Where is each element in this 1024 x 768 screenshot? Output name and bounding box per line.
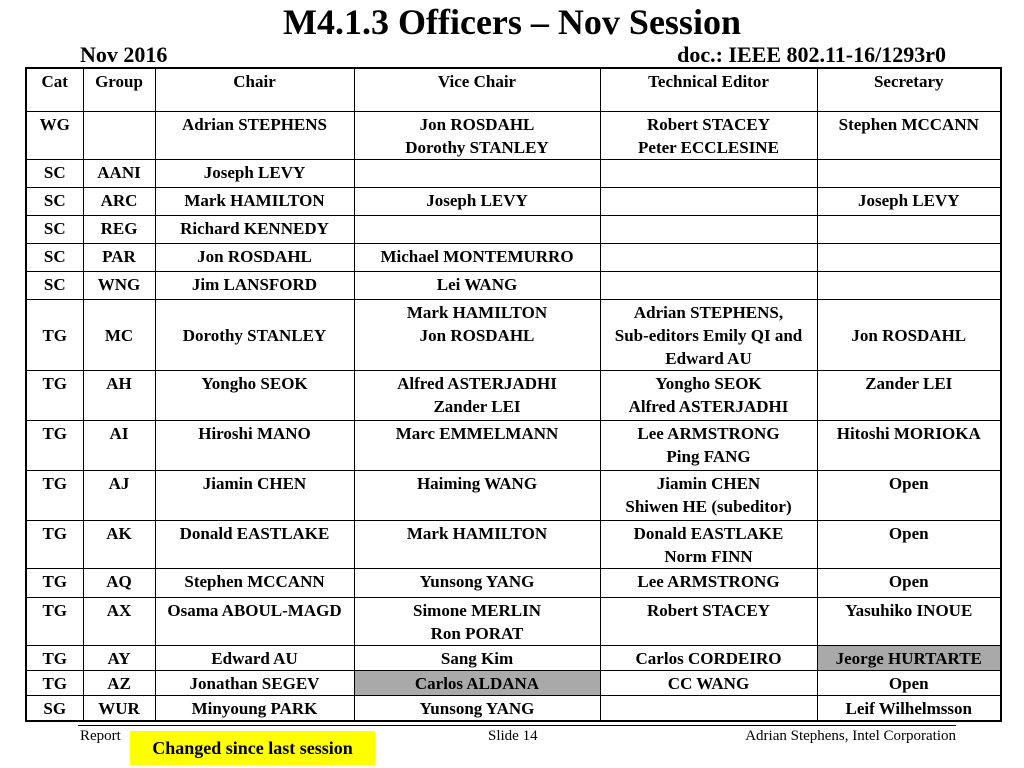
table-row [26, 111, 1001, 159]
cell-secretary [817, 568, 1001, 597]
cell-technical-editor [600, 420, 817, 470]
cell-chair [155, 299, 354, 370]
cell-line: Carlos ALDANA [414, 673, 540, 693]
cell-cat: TG [26, 520, 83, 568]
cell-cat: TG [26, 670, 83, 695]
table-row [26, 271, 1001, 299]
cell-vice-chair [354, 215, 600, 243]
table-row [26, 159, 1001, 187]
cell-line: Yunsong YANG [419, 698, 535, 718]
cell-chair [155, 159, 354, 187]
cell-vice-chair [354, 299, 600, 370]
cell-technical-editor [600, 520, 817, 568]
cell-cat: TG [26, 597, 83, 645]
cell-line: Jim LANSFORD [191, 274, 318, 294]
column-header-cat: Cat [26, 68, 83, 111]
table-row [26, 597, 1001, 645]
cell-technical-editor [600, 370, 817, 420]
cell-group: AI [83, 420, 155, 470]
cell-secretary [817, 243, 1001, 271]
cell-chair [155, 271, 354, 299]
cell-group: AK [83, 520, 155, 568]
cell-group: ARC [83, 187, 155, 215]
column-header-group: Group [83, 68, 155, 111]
cell-group: WNG [83, 271, 155, 299]
cell-secretary [817, 420, 1001, 470]
cell-chair [155, 187, 354, 215]
cell-technical-editor [600, 645, 817, 670]
cell-vice-chair [354, 159, 600, 187]
cell-line: Stephen MCCANN [838, 114, 979, 134]
cell-cat: WG [26, 111, 83, 159]
footer-slide-number: Slide 14 [488, 728, 538, 744]
cell-line: Robert STACEY [647, 114, 770, 134]
cell-line: Richard KENNEDY [180, 218, 329, 238]
cell-chair [155, 568, 354, 597]
cell-line: Stephen MCCANN [184, 571, 325, 591]
cell-vice-chair [354, 187, 600, 215]
cell-group: MC [83, 299, 155, 370]
cell-technical-editor [600, 695, 817, 721]
cell-technical-editor [600, 568, 817, 597]
cell-line: Dorothy STANLEY [405, 137, 549, 157]
cell-line: Donald EASTLAKE [179, 523, 330, 543]
cell-line: Robert STACEY [647, 600, 770, 620]
cell-line: Donald EASTLAKE [633, 523, 784, 543]
cell-line: Sub-editors Emily QI and [614, 325, 803, 345]
table-row [26, 645, 1001, 670]
cell-vice-chair [354, 695, 600, 721]
cell-technical-editor [600, 271, 817, 299]
footer-report-label: Report [80, 728, 121, 744]
cell-line: Haiming WANG [416, 473, 538, 493]
cell-cat: TG [26, 420, 83, 470]
cell-technical-editor [600, 215, 817, 243]
cell-line: Yunsong YANG [419, 571, 535, 591]
cell-line: Jeorge HURTARTE [835, 648, 982, 668]
cell-line: Zander LEI [433, 396, 521, 416]
cell-cat: SC [26, 215, 83, 243]
table-row [26, 420, 1001, 470]
cell-line: Hiroshi MANO [198, 423, 311, 443]
footer-author: Adrian Stephens, Intel Corporation [745, 728, 956, 744]
cell-cat: TG [26, 370, 83, 420]
cell-secretary [817, 470, 1001, 520]
cell-group: REG [83, 215, 155, 243]
cell-vice-chair [354, 670, 600, 695]
cell-group: AANI [83, 159, 155, 187]
cell-line: Jonathan SEGEV [189, 673, 320, 693]
cell-vice-chair [354, 470, 600, 520]
cell-group: AH [83, 370, 155, 420]
cell-cat: SC [26, 243, 83, 271]
cell-group: AJ [83, 470, 155, 520]
column-header-chair: Chair [155, 68, 354, 111]
cell-line: Jiamin CHEN [202, 473, 307, 493]
cell-line: Edward AU [665, 348, 752, 368]
table-row [26, 299, 1001, 370]
cell-secretary [817, 271, 1001, 299]
header-doc-number: doc.: IEEE 802.11-16/1293r0 [677, 42, 946, 67]
cell-line: Mark HAMILTON [184, 190, 325, 210]
cell-line: Mark HAMILTON [406, 302, 548, 322]
table-row [26, 670, 1001, 695]
cell-technical-editor [600, 159, 817, 187]
cell-line: Open [888, 673, 929, 693]
cell-group: AX [83, 597, 155, 645]
cell-secretary [817, 670, 1001, 695]
slide-title: M4.1.3 Officers – Nov Session [283, 2, 741, 42]
cell-line: Open [888, 571, 929, 591]
cell-group: AZ [83, 670, 155, 695]
cell-chair [155, 243, 354, 271]
cell-line: Zander LEI [865, 373, 953, 393]
cell-group: AY [83, 645, 155, 670]
officers-table [25, 67, 1002, 722]
cell-group: AQ [83, 568, 155, 597]
cell-line: Yongho SEOK [655, 373, 762, 393]
cell-cat: SG [26, 695, 83, 721]
cell-chair [155, 597, 354, 645]
cell-line: Marc EMMELMANN [395, 423, 559, 443]
cell-chair [155, 645, 354, 670]
cell-line: Mark HAMILTON [406, 523, 548, 543]
cell-line: Dorothy STANLEY [182, 325, 327, 345]
table-row [26, 187, 1001, 215]
cell-line: Jon ROSDAHL [851, 325, 967, 345]
cell-secretary [817, 645, 1001, 670]
cell-line: Open [888, 473, 929, 493]
cell-vice-chair [354, 645, 600, 670]
cell-cat: TG [26, 645, 83, 670]
cell-line: Simone MERLIN [413, 600, 541, 620]
cell-secretary [817, 159, 1001, 187]
cell-technical-editor [600, 470, 817, 520]
cell-group: WUR [83, 695, 155, 721]
cell-cat: SC [26, 187, 83, 215]
table-row [26, 520, 1001, 568]
cell-line: Open [888, 523, 929, 543]
cell-line: Jon ROSDAHL [197, 246, 312, 266]
cell-line: Alfred ASTERJADHI [628, 396, 789, 416]
cell-chair [155, 111, 354, 159]
cell-vice-chair [354, 420, 600, 470]
cell-group: PAR [83, 243, 155, 271]
cell-chair [155, 420, 354, 470]
cell-secretary [817, 597, 1001, 645]
cell-secretary [817, 299, 1001, 370]
cell-line: Joseph LEVY [426, 190, 528, 210]
cell-line: Carlos CORDEIRO [635, 648, 782, 668]
column-header-technical-editor: Technical Editor [600, 68, 817, 111]
cell-line: Minyoung PARK [191, 698, 318, 718]
footer-rule [78, 725, 956, 726]
cell-line: Norm FINN [664, 546, 753, 566]
cell-secretary [817, 695, 1001, 721]
cell-line: Sang Kim [440, 648, 514, 668]
cell-vice-chair [354, 568, 600, 597]
cell-vice-chair [354, 597, 600, 645]
cell-chair [155, 520, 354, 568]
cell-line: Jon ROSDAHL [419, 114, 535, 134]
changed-since-last-session-legend: Changed since last session [130, 731, 375, 765]
cell-technical-editor [600, 670, 817, 695]
cell-cat: SC [26, 271, 83, 299]
cell-line: Yasuhiko INOUE [845, 600, 973, 620]
cell-line: Joseph LEVY [857, 190, 960, 210]
cell-line: Jon ROSDAHL [419, 325, 535, 345]
cell-line: Lee ARMSTRONG [637, 423, 780, 443]
cell-vice-chair [354, 243, 600, 271]
table-row [26, 695, 1001, 721]
cell-chair [155, 470, 354, 520]
cell-vice-chair [354, 520, 600, 568]
cell-line: Michael MONTEMURRO [380, 246, 574, 266]
cell-chair [155, 215, 354, 243]
table-row [26, 470, 1001, 520]
cell-cat: SC [26, 159, 83, 187]
cell-secretary [817, 215, 1001, 243]
table-header-row [26, 68, 1001, 111]
cell-group [83, 111, 155, 159]
cell-technical-editor [600, 597, 817, 645]
cell-technical-editor [600, 243, 817, 271]
cell-cat: TG [26, 568, 83, 597]
cell-line: Joseph LEVY [203, 162, 306, 182]
cell-line: Alfred ASTERJADHI [397, 373, 557, 393]
cell-line: Edward AU [211, 648, 298, 668]
cell-technical-editor [600, 299, 817, 370]
cell-line: Leif Wilhelmsson [845, 698, 972, 718]
table-row [26, 568, 1001, 597]
cell-secretary [817, 520, 1001, 568]
cell-chair [155, 670, 354, 695]
cell-line: Lei WANG [436, 274, 518, 294]
cell-chair [155, 695, 354, 721]
cell-line: CC WANG [667, 673, 750, 693]
cell-cat: TG [26, 299, 83, 370]
cell-chair [155, 370, 354, 420]
cell-secretary [817, 111, 1001, 159]
table-row [26, 215, 1001, 243]
cell-technical-editor [600, 187, 817, 215]
cell-line: Ron PORAT [430, 623, 524, 643]
table-row [26, 370, 1001, 420]
cell-line: Shiwen HE (subeditor) [625, 496, 792, 516]
cell-line: Peter ECCLESINE [638, 137, 779, 157]
cell-vice-chair [354, 271, 600, 299]
cell-technical-editor [600, 111, 817, 159]
cell-line: Ping FANG [666, 446, 751, 466]
column-header-vice-chair: Vice Chair [354, 68, 600, 111]
cell-line: Adrian STEPHENS [181, 114, 327, 134]
header-date: Nov 2016 [80, 42, 168, 67]
cell-secretary [817, 370, 1001, 420]
cell-line: Jiamin CHEN [656, 473, 761, 493]
cell-secretary [817, 187, 1001, 215]
cell-vice-chair [354, 111, 600, 159]
cell-line: Yongho SEOK [201, 373, 308, 393]
cell-cat: TG [26, 470, 83, 520]
cell-line: Osama ABOUL-MAGD [167, 600, 342, 620]
cell-line: Hitoshi MORIOKA [836, 423, 981, 443]
cell-line: Adrian STEPHENS, [633, 302, 784, 322]
table-row [26, 243, 1001, 271]
column-header-secretary: Secretary [817, 68, 1001, 111]
cell-vice-chair [354, 370, 600, 420]
cell-line: Lee ARMSTRONG [637, 571, 780, 591]
